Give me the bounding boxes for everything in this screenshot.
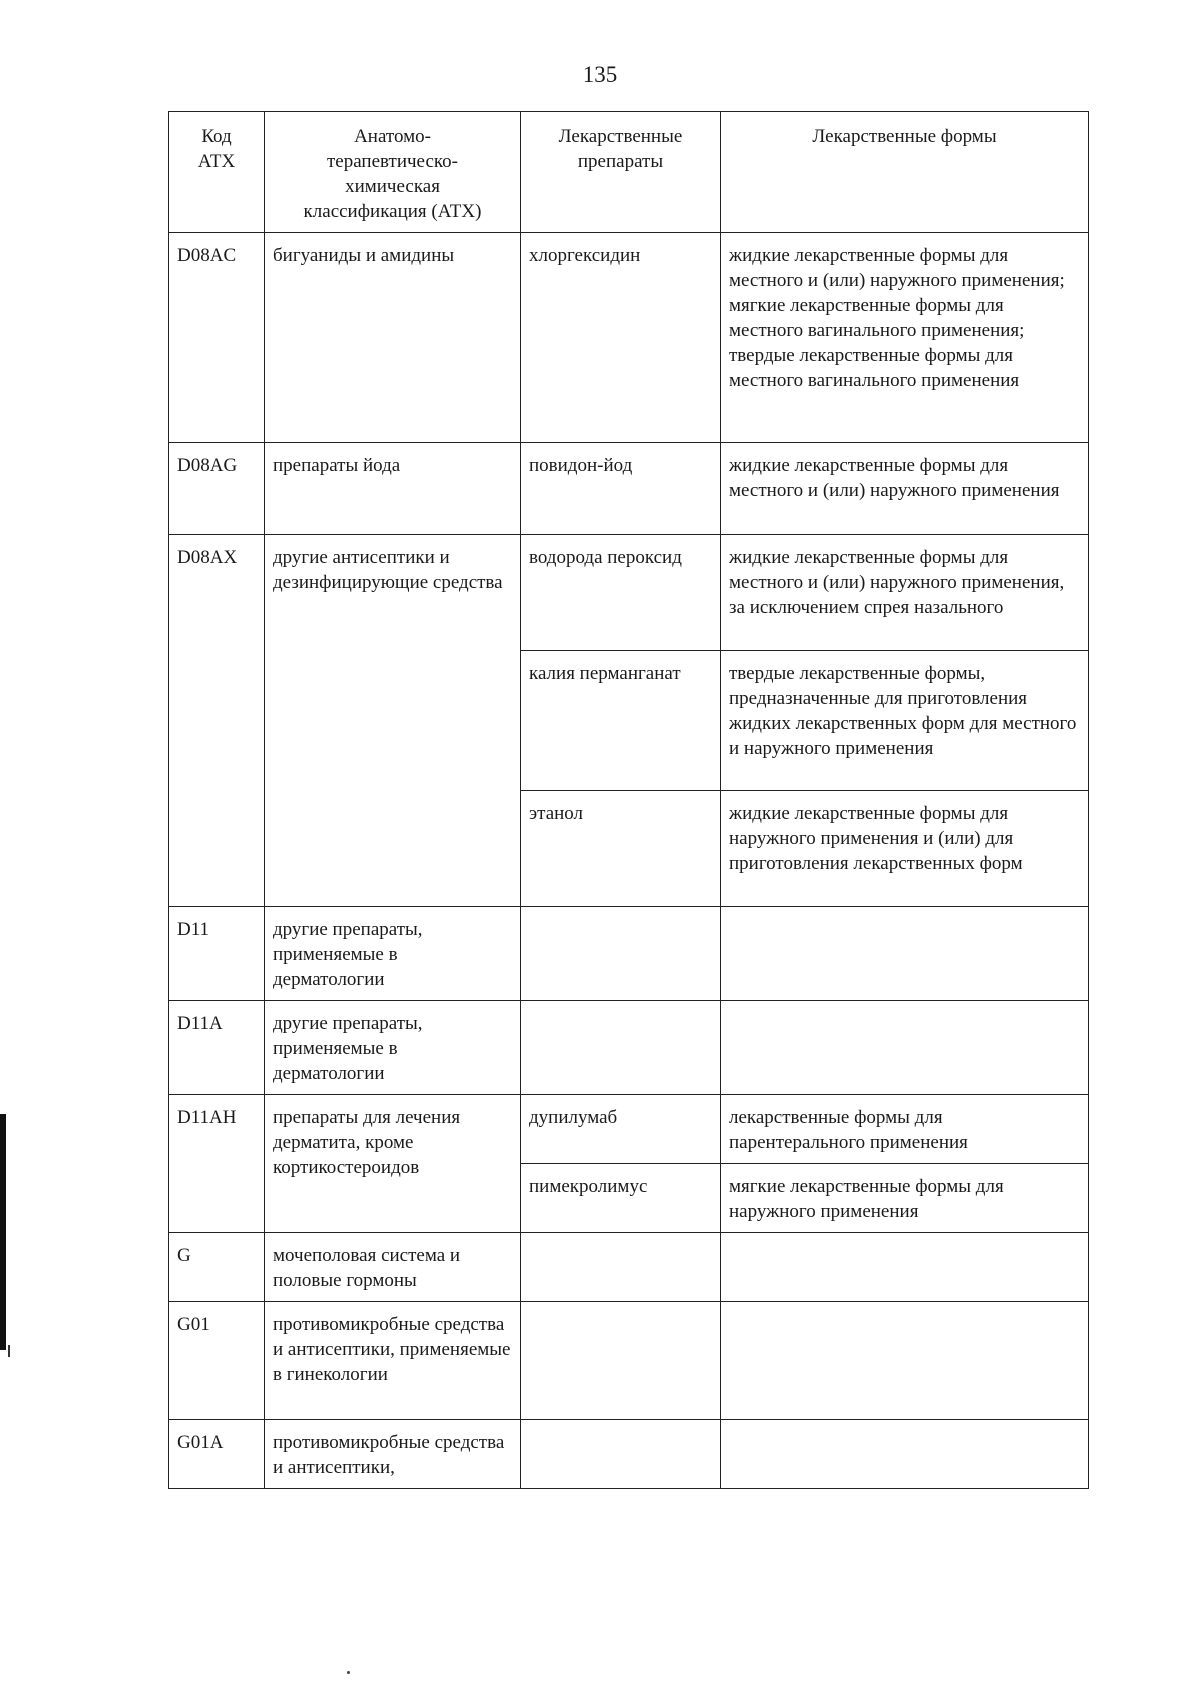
atc-code: G (169, 1233, 265, 1302)
dosage-forms: жидкие лекарственные формы для местного и (или) наружного применения, за исключением спрея назального (721, 535, 1089, 651)
dosage-forms (721, 1420, 1089, 1489)
drug-name: этанол (521, 791, 721, 907)
drug-name (521, 1420, 721, 1489)
table-row (169, 1001, 1089, 1095)
table-row (169, 1233, 1089, 1302)
drug-name: повидон-йод (521, 443, 721, 535)
table-header-row (169, 112, 1089, 233)
dosage-forms (721, 1302, 1089, 1420)
atc-name: другие препараты, применяемые в дерматологии (265, 907, 521, 1001)
atc-code: D08AC (169, 233, 265, 443)
atc-name: мочеполовая система и половые гормоны (265, 1233, 521, 1302)
scan-speck (347, 1671, 350, 1674)
page-number: 135 (582, 62, 618, 87)
atc-code: D11AH (169, 1095, 265, 1233)
atc-table (168, 111, 1089, 1489)
atc-name: противомикробные средства и антисептики, применяемые в гинекологии (265, 1302, 521, 1420)
dosage-forms: твердые лекарственные формы, предназначенные для приготовления жидких лекарственных форм для местного и наружного применения (721, 651, 1089, 791)
atc-code: D11 (169, 907, 265, 1001)
drug-name (521, 1233, 721, 1302)
drug-name: дупилумаб (521, 1095, 721, 1164)
drug-name: пимекролимус (521, 1164, 721, 1233)
atc-name: препараты для лечения дерматита, кроме кортикостероидов (265, 1095, 521, 1233)
atc-name: противомикробные средства и антисептики, (265, 1420, 521, 1489)
dosage-forms: мягкие лекарственные формы для наружного применения (721, 1164, 1089, 1233)
dosage-forms: жидкие лекарственные формы для местного и (или) наружного применения (721, 443, 1089, 535)
table-row (169, 907, 1089, 1001)
table-row (169, 535, 1089, 651)
atc-code: D08AX (169, 535, 265, 907)
header-classification: Анатомо- терапевтическо- химическая классификация (АТХ) (265, 112, 521, 233)
atc-code: G01 (169, 1302, 265, 1420)
atc-name: другие препараты, применяемые в дерматологии (265, 1001, 521, 1095)
header-code: Код АТХ (169, 112, 265, 233)
atc-name: другие антисептики и дезинфицирующие средства (265, 535, 521, 907)
dosage-forms (721, 907, 1089, 1001)
dosage-forms: жидкие лекарственные формы для наружного применения и (или) для приготовления лекарственных форм (721, 791, 1089, 907)
table-row (169, 233, 1089, 443)
dosage-forms: лекарственные формы для парентерального применения (721, 1095, 1089, 1164)
drug-name (521, 1001, 721, 1095)
table-row (169, 443, 1089, 535)
drug-name: хлоргексидин (521, 233, 721, 443)
dosage-forms (721, 1233, 1089, 1302)
dosage-forms: жидкие лекарственные формы для местного и (или) наружного применения; мягкие лекарственные формы для местного вагинального применения; твердые лекарственные формы для местного вагинального применения (721, 233, 1089, 443)
atc-code: G01A (169, 1420, 265, 1489)
atc-name: бигуаниды и амидины (265, 233, 521, 443)
drug-name (521, 907, 721, 1001)
drug-name: водорода пероксид (521, 535, 721, 651)
atc-code: D08AG (169, 443, 265, 535)
scan-tick-mark (8, 1345, 10, 1357)
header-drugs: Лекарственные препараты (521, 112, 721, 233)
table-row (169, 1302, 1089, 1420)
header-forms: Лекарственные формы (721, 112, 1089, 233)
atc-code: D11A (169, 1001, 265, 1095)
drug-name: калия перманганат (521, 651, 721, 791)
table-row (169, 1420, 1089, 1489)
atc-name: препараты йода (265, 443, 521, 535)
drug-name (521, 1302, 721, 1420)
table-row (169, 1095, 1089, 1164)
dosage-forms (721, 1001, 1089, 1095)
scan-edge-mark (0, 1114, 6, 1350)
